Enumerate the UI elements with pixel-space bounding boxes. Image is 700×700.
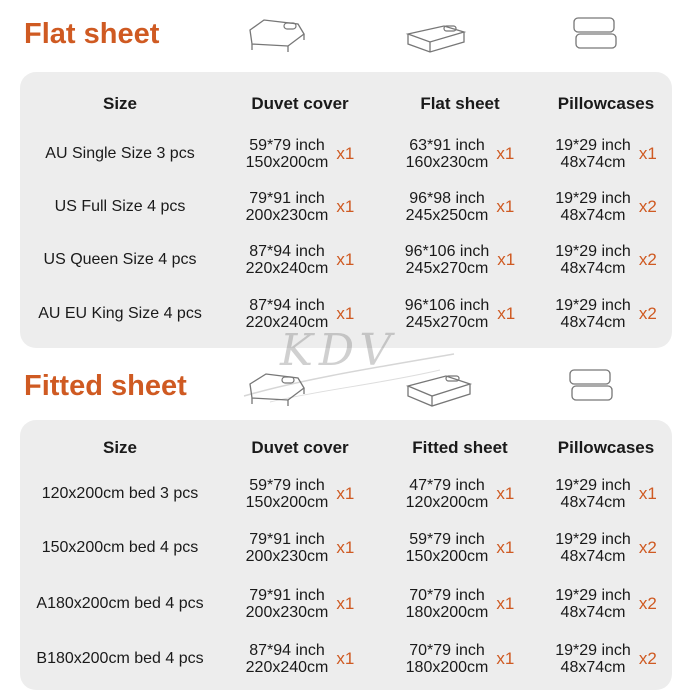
col-header-sheet: Fitted sheet xyxy=(412,438,508,457)
watermark-swash xyxy=(240,340,460,410)
pillowcase-cell: 19*29 inch 48x74cm x2 xyxy=(555,297,657,331)
quantity: x1 xyxy=(336,538,355,557)
quantity: x1 xyxy=(336,250,355,269)
size-label: 150x200cm bed 4 pcs xyxy=(41,539,199,556)
pillow-icon xyxy=(570,14,620,54)
duvet-cell: 87*94 inch 220x240cm x1 xyxy=(245,642,355,676)
size-label: AU Single Size 3 pcs xyxy=(45,145,195,162)
duvet-cell: 79*91 inch 200x230cm x1 xyxy=(245,190,355,224)
sheet-cell: 47*79 inch 120x200cm x1 xyxy=(405,477,515,511)
pillowcase-cell: 19*29 inch 48x74cm x2 xyxy=(555,531,657,565)
table-row xyxy=(20,128,672,180)
col-header-size: Size xyxy=(102,94,138,113)
duvet-cell: 59*79 inch 150x200cm x1 xyxy=(245,477,355,511)
duvet-cell: 87*94 inch 220x240cm x1 xyxy=(245,297,355,331)
table-row xyxy=(20,234,672,286)
size-label: AU EU King Size 4 pcs xyxy=(38,305,202,322)
quantity: x1 xyxy=(638,144,657,163)
duvet-icon xyxy=(244,14,308,54)
col-header-duvet: Duvet cover xyxy=(251,438,349,457)
pillowcase-cell: 19*29 inch 48x74cm x2 xyxy=(555,587,657,621)
pillowcase-cell: 19*29 inch 48x74cm x2 xyxy=(555,190,657,224)
pillowcase-cell: 19*29 inch 48x74cm x1 xyxy=(555,137,657,171)
sheet-cell: 70*79 inch 180x200cm x1 xyxy=(405,642,515,676)
duvet-cell: 87*94 inch 220x240cm x1 xyxy=(245,243,355,277)
size-label: 120x200cm bed 3 pcs xyxy=(41,485,199,502)
quantity: x1 xyxy=(497,304,516,323)
fitted-sheet-title: Fitted sheet xyxy=(24,370,187,402)
sheet-cell: 59*79 inch 150x200cm x1 xyxy=(405,531,515,565)
col-header-duvet: Duvet cover xyxy=(251,94,349,113)
quantity: x1 xyxy=(496,144,515,163)
col-header-sheet: Flat sheet xyxy=(420,94,500,113)
quantity: x2 xyxy=(638,538,657,557)
quantity: x1 xyxy=(496,484,515,503)
quantity: x1 xyxy=(638,484,657,503)
size-label: A180x200cm bed 4 pcs xyxy=(36,595,204,612)
quantity: x1 xyxy=(336,144,355,163)
duvet-cell: 79*91 inch 200x230cm x1 xyxy=(245,587,355,621)
quantity: x1 xyxy=(336,594,355,613)
quantity: x1 xyxy=(336,484,355,503)
fitted-sheet-table xyxy=(20,420,672,690)
quantity: x1 xyxy=(496,538,515,557)
pillowcase-cell: 19*29 inch 48x74cm x1 xyxy=(555,477,657,511)
sheet-cell: 96*106 inch 245x270cm x1 xyxy=(404,297,516,331)
size-label: US Queen Size 4 pcs xyxy=(43,251,197,268)
size-label: US Full Size 4 pcs xyxy=(54,198,186,215)
quantity: x1 xyxy=(497,250,516,269)
col-header-pillowcases: Pillowcases xyxy=(557,438,655,457)
table-header xyxy=(20,422,672,474)
quantity: x1 xyxy=(496,649,515,668)
table-header xyxy=(20,78,672,130)
quantity: x2 xyxy=(638,649,657,668)
sheet-cell: 96*106 inch 245x270cm x1 xyxy=(404,243,516,277)
quantity: x1 xyxy=(496,197,515,216)
pillowcase-cell: 19*29 inch 48x74cm x2 xyxy=(555,243,657,277)
quantity: x2 xyxy=(638,197,657,216)
table-row xyxy=(20,578,672,630)
duvet-cell: 79*91 inch 200x230cm x1 xyxy=(245,531,355,565)
flat-sheet-title: Flat sheet xyxy=(24,18,160,50)
quantity: x1 xyxy=(336,197,355,216)
pillow-icon xyxy=(566,366,616,406)
table-row xyxy=(20,181,672,233)
quantity: x1 xyxy=(336,649,355,668)
quantity: x2 xyxy=(638,594,657,613)
sheet-cell: 96*98 inch 245x250cm x1 xyxy=(405,190,515,224)
duvet-cell: 59*79 inch 150x200cm x1 xyxy=(245,137,355,171)
quantity: x2 xyxy=(638,304,657,323)
col-header-pillowcases: Pillowcases xyxy=(557,94,655,113)
quantity: x2 xyxy=(638,250,657,269)
flat-sheet-table xyxy=(20,72,672,348)
table-row xyxy=(20,633,672,685)
quantity: x1 xyxy=(496,594,515,613)
table-row xyxy=(20,468,672,520)
sheet-cell: 63*91 inch 160x230cm x1 xyxy=(405,137,515,171)
table-row xyxy=(20,522,672,574)
size-label: B180x200cm bed 4 pcs xyxy=(36,650,204,667)
bed-icon xyxy=(404,16,468,54)
quantity: x1 xyxy=(336,304,355,323)
pillowcase-cell: 19*29 inch 48x74cm x2 xyxy=(555,642,657,676)
sheet-cell: 70*79 inch 180x200cm x1 xyxy=(405,587,515,621)
watermark: KDV xyxy=(280,325,398,376)
col-header-size: Size xyxy=(102,438,138,457)
